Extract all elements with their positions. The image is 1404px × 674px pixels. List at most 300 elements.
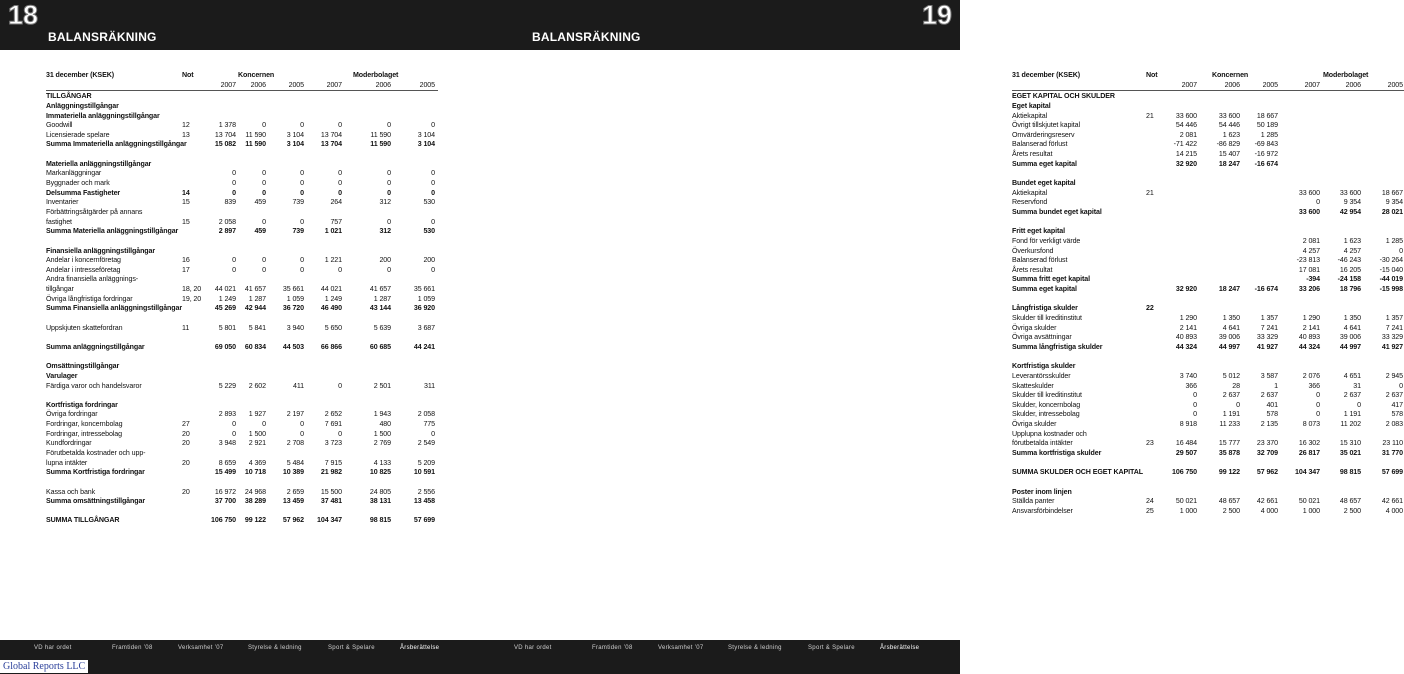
row-value: 41 657 — [244, 285, 266, 294]
row-value: 0 — [387, 179, 391, 188]
row-value: 264 — [330, 198, 342, 207]
row-label: Fordringar, koncernbolag — [46, 420, 123, 429]
row-label: Delsumma Fastigheter — [46, 188, 121, 197]
row-value: 32 920 — [1175, 159, 1197, 168]
row-value: 0 — [1399, 381, 1403, 390]
row-value: 739 — [292, 227, 304, 236]
table-row — [1012, 237, 1404, 247]
row-label: Fritt eget kapital — [1012, 227, 1065, 236]
row-value: 44 241 — [413, 342, 435, 351]
row-label: Summa Immateriella anläggningstillgångar — [46, 140, 187, 149]
page-number: 19 — [921, 0, 952, 30]
row-value: 99 122 — [244, 516, 266, 525]
row-value: 5 484 — [286, 458, 304, 467]
row-spacer — [1012, 218, 1404, 228]
table-row — [46, 401, 438, 411]
row-value: 0 — [1193, 400, 1197, 409]
row-value: 0 — [232, 188, 236, 197]
row-spacer — [46, 391, 438, 401]
row-value: 578 — [1391, 410, 1403, 419]
table-row — [1012, 285, 1404, 295]
row-value: 3 104 — [286, 130, 304, 139]
table-row — [46, 112, 438, 122]
row-label: Poster inom linjen — [1012, 487, 1072, 496]
table-row — [46, 430, 438, 440]
row-value: 0 — [232, 169, 236, 178]
row-value: 0 — [387, 188, 391, 197]
row-spacer — [46, 314, 438, 324]
table-row — [1012, 430, 1404, 440]
row-value: 311 — [423, 381, 435, 390]
row-value: 18 667 — [1256, 111, 1278, 120]
row-value: 8 918 — [1179, 420, 1197, 429]
row-value: 26 817 — [1298, 448, 1320, 457]
table-year-row — [1012, 81, 1404, 91]
row-value: 60 685 — [369, 342, 391, 351]
table-row — [1012, 382, 1404, 392]
row-value: 3 948 — [218, 439, 236, 448]
row-value: 1 943 — [373, 410, 391, 419]
row-value: 0 — [300, 429, 304, 438]
header-group-koncernen: Koncernen — [238, 71, 275, 79]
row-value: 2 556 — [417, 487, 435, 496]
row-value: -30 264 — [1379, 256, 1403, 265]
row-value: 3 587 — [1260, 371, 1278, 380]
row-value: 39 006 — [1339, 333, 1361, 342]
row-value: 0 — [338, 121, 342, 130]
row-value: -46 243 — [1337, 256, 1361, 265]
table-row — [1012, 304, 1404, 314]
table-row — [1012, 372, 1404, 382]
table-row — [46, 92, 438, 102]
row-label: Förbättringsåtgärder på annans — [46, 207, 143, 216]
row-label: Kundfordringar — [46, 439, 92, 448]
row-value: 41 657 — [369, 285, 391, 294]
row-value: 7 241 — [1260, 323, 1278, 332]
row-value: 5 639 — [373, 323, 391, 332]
row-value: -23 813 — [1296, 256, 1320, 265]
row-value: 11 590 — [245, 140, 266, 149]
row-value: 36 920 — [413, 304, 435, 313]
header-year: 2006 — [1345, 80, 1361, 89]
row-value: 0 — [232, 429, 236, 438]
row-label: Övriga långfristiga fordringar — [46, 294, 133, 303]
row-value: 3 940 — [286, 323, 304, 332]
row-label: Övriga skulder — [1012, 420, 1057, 429]
row-label: Bundet eget kapital — [1012, 179, 1076, 188]
row-value: 0 — [262, 265, 266, 274]
row-value: 200 — [423, 256, 435, 265]
table-row — [1012, 391, 1404, 401]
row-value: 29 507 — [1175, 448, 1197, 457]
row-value: 1 623 — [1343, 236, 1361, 245]
row-value: 36 720 — [282, 304, 304, 313]
row-value: 2 197 — [286, 410, 304, 419]
row-value: 4 000 — [1385, 506, 1403, 515]
table-row — [1012, 324, 1404, 334]
row-label: Summa Kortfristiga fordringar — [46, 468, 145, 477]
table-row — [1012, 189, 1404, 199]
row-label: Övriga fordringar — [46, 410, 98, 419]
row-value: 0 — [300, 420, 304, 429]
row-value: -15 998 — [1379, 285, 1403, 294]
row-label: Kassa och bank — [46, 487, 96, 496]
row-label: Skulder, intressebolag — [1012, 410, 1080, 419]
row-label: Skulder till kreditinstitut — [1012, 391, 1082, 400]
row-value: 23 110 — [1382, 439, 1403, 448]
table-row — [46, 285, 438, 295]
row-value: 0 — [431, 429, 435, 438]
row-value: 11 590 — [245, 130, 266, 139]
header-label: 31 december (KSEK) — [1012, 71, 1080, 79]
table-row — [1012, 92, 1404, 102]
row-value: 5 012 — [1222, 371, 1240, 380]
row-label: Färdiga varor och handelsvaror — [46, 381, 142, 390]
row-value: 44 021 — [214, 285, 236, 294]
header-year: 2007 — [1304, 80, 1320, 89]
page-right — [480, 0, 1403, 674]
row-value: 0 — [1236, 400, 1240, 409]
row-value: 0 — [1316, 400, 1320, 409]
row-value: 3 740 — [1179, 371, 1197, 380]
row-value: 366 — [1308, 381, 1320, 390]
row-value: 2 708 — [286, 439, 304, 448]
row-value: -394 — [1306, 275, 1320, 284]
row-value: 15 082 — [214, 140, 236, 149]
row-value: 11 233 — [1219, 420, 1240, 429]
row-value: 44 324 — [1175, 342, 1197, 351]
header-year: 2007 — [220, 80, 236, 89]
row-value: 4 651 — [1343, 371, 1361, 380]
footer-nav-item[interactable]: VD har ordet — [34, 645, 72, 651]
row-value: 7 691 — [324, 420, 342, 429]
row-label: Licensierade spelare — [46, 130, 110, 139]
row-value: 1 059 — [417, 294, 435, 303]
row-value: 0 — [1399, 246, 1403, 255]
row-value: 0 — [387, 169, 391, 178]
row-label: lupna intäkter — [46, 458, 88, 467]
row-value: 40 893 — [1298, 333, 1320, 342]
row-value: 23 370 — [1256, 439, 1278, 448]
table-row — [46, 169, 438, 179]
row-value: 1 285 — [1260, 130, 1278, 139]
header-divider — [1012, 90, 1404, 91]
table-row — [46, 324, 438, 334]
row-value: 13 704 — [214, 130, 236, 139]
row-value: 21 982 — [320, 468, 342, 477]
row-value: 2 083 — [1385, 420, 1403, 429]
footer-nav-item[interactable]: Styrelse & ledning — [248, 645, 302, 651]
row-value: 31 770 — [1381, 448, 1403, 457]
row-spacer — [1012, 295, 1404, 305]
row-label: Balanserad förlust — [1012, 256, 1068, 265]
row-value: 1 000 — [1179, 506, 1197, 515]
row-value: 18 247 — [1218, 285, 1240, 294]
row-label: Kortfristiga skulder — [1012, 362, 1076, 371]
row-note: 19, 20 — [182, 294, 202, 303]
row-value: 0 — [431, 188, 435, 197]
table-row — [46, 121, 438, 131]
row-note: 20 — [182, 429, 190, 438]
row-value: 43 144 — [369, 304, 391, 313]
row-note: 21 — [1146, 111, 1154, 120]
row-note: 11 — [182, 323, 190, 332]
row-value: -86 829 — [1216, 140, 1240, 149]
row-note: 23 — [1146, 439, 1154, 448]
table-header-row — [46, 71, 438, 81]
row-value: 106 750 — [211, 516, 236, 525]
row-value: 3 104 — [286, 140, 304, 149]
row-label: Markanläggningar — [46, 169, 102, 178]
row-value: 3 723 — [324, 439, 342, 448]
row-value: 530 — [423, 227, 435, 236]
row-value: 1 249 — [218, 294, 236, 303]
table-row — [46, 179, 438, 189]
table-row — [46, 410, 438, 420]
row-value: 60 834 — [244, 342, 266, 351]
row-value: 42 944 — [244, 304, 266, 313]
row-value: 11 590 — [370, 130, 391, 139]
row-note: 20 — [182, 458, 190, 467]
row-label: tillgångar — [46, 285, 74, 294]
row-value: 13 704 — [320, 140, 342, 149]
row-value: 37 481 — [320, 497, 342, 506]
row-value: 2 637 — [1260, 391, 1278, 400]
row-label: Ansvarsförbindelser — [1012, 506, 1073, 515]
balance-sheet-equity-liabilities-table — [1012, 71, 1404, 516]
row-value: 0 — [431, 179, 435, 188]
row-label: Inventarier — [46, 198, 79, 207]
row-value: 54 446 — [1218, 121, 1240, 130]
row-note: 27 — [182, 420, 190, 429]
row-value: 40 893 — [1175, 333, 1197, 342]
row-value: 2 141 — [1302, 323, 1320, 332]
row-value: 0 — [262, 256, 266, 265]
table-row — [46, 131, 438, 141]
row-value: 44 997 — [1218, 342, 1240, 351]
row-value: 0 — [338, 169, 342, 178]
table-row — [1012, 131, 1404, 141]
row-value: 775 — [423, 420, 435, 429]
row-value: 69 050 — [214, 342, 236, 351]
row-label: Fond för verkligt värde — [1012, 236, 1081, 245]
footer-nav-item[interactable]: Årsberättelse — [880, 645, 920, 651]
row-label: Immateriella anläggningstillgångar — [46, 111, 160, 120]
row-value: -24 158 — [1337, 275, 1361, 284]
table-row — [46, 382, 438, 392]
row-value: 2 549 — [417, 439, 435, 448]
footer-nav-item[interactable]: Styrelse & ledning — [728, 645, 782, 651]
row-value: -16 674 — [1254, 159, 1278, 168]
page-header-bar — [0, 0, 480, 50]
row-value: 4 641 — [1343, 323, 1361, 332]
row-label: Summa långfristiga skulder — [1012, 342, 1103, 351]
row-value: 104 347 — [1295, 468, 1320, 477]
row-value: 5 209 — [417, 458, 435, 467]
table-row — [46, 189, 438, 199]
row-value: 0 — [300, 121, 304, 130]
row-value: 1 290 — [1179, 314, 1197, 323]
row-label: Summa bundet eget kapital — [1012, 207, 1102, 216]
table-row — [1012, 410, 1404, 420]
table-row — [1012, 497, 1404, 507]
footer-nav-item[interactable]: Framtiden ’08 — [112, 645, 153, 651]
row-label: Anläggningstillgångar — [46, 101, 119, 110]
row-label: Summa fritt eget kapital — [1012, 275, 1091, 284]
row-label: Förutbetalda kostnader och upp- — [46, 448, 146, 457]
row-label: Summa eget kapital — [1012, 285, 1077, 294]
row-value: 2 141 — [1179, 323, 1197, 332]
row-label: Goodwill — [46, 121, 73, 130]
footer-nav-item[interactable]: Sport & Spelare — [328, 645, 375, 651]
row-value: 1 191 — [1222, 410, 1240, 419]
row-value: 33 600 — [1218, 111, 1240, 120]
row-value: 15 407 — [1218, 150, 1240, 159]
row-value: 15 499 — [214, 468, 236, 477]
row-value: 50 021 — [1175, 497, 1197, 506]
header-year: 2006 — [1224, 80, 1240, 89]
table-row — [1012, 343, 1404, 353]
row-label: Årets resultat — [1012, 265, 1053, 274]
row-value: 0 — [300, 188, 304, 197]
row-label: Reservfond — [1012, 198, 1048, 207]
row-label: Årets resultat — [1012, 150, 1053, 159]
row-value: 0 — [232, 420, 236, 429]
row-value: 312 — [379, 198, 391, 207]
table-row — [1012, 121, 1404, 131]
row-spacer — [46, 237, 438, 247]
table-year-row — [46, 81, 438, 91]
table-row — [46, 372, 438, 382]
row-value: 15 310 — [1339, 439, 1361, 448]
row-label: Övrigt tillskjutet kapital — [1012, 121, 1080, 130]
row-value: 2 637 — [1343, 391, 1361, 400]
row-value: 1 287 — [373, 294, 391, 303]
footer-nav-item[interactable]: Framtiden ’08 — [592, 645, 633, 651]
footer-nav-item[interactable]: Verksamhet ’07 — [658, 645, 704, 651]
footer-nav-item[interactable]: Årsberättelse — [400, 645, 440, 651]
row-label: Summa kortfristiga skulder — [1012, 448, 1102, 457]
row-label: Upplupna kostnader och — [1012, 429, 1087, 438]
row-value: 5 801 — [218, 323, 236, 332]
row-value: 1 — [1274, 381, 1278, 390]
row-value: 3 687 — [417, 323, 435, 332]
row-label: TILLGÅNGAR — [46, 92, 92, 101]
row-spacer — [46, 353, 438, 363]
table-row — [1012, 507, 1404, 517]
row-value: 0 — [387, 121, 391, 130]
row-label: Fordringar, intressebolag — [46, 429, 122, 438]
row-value: 44 021 — [320, 285, 342, 294]
row-label: Övriga avsättningar — [1012, 333, 1072, 342]
row-value: 13 704 — [320, 130, 342, 139]
row-value: 35 878 — [1218, 448, 1240, 457]
table-row — [1012, 439, 1404, 449]
table-row — [46, 516, 438, 526]
row-value: 0 — [431, 169, 435, 178]
row-label: Summa eget kapital — [1012, 159, 1077, 168]
row-value: 35 021 — [1339, 448, 1361, 457]
row-value: 2 652 — [324, 410, 342, 419]
row-value: 18 247 — [1218, 159, 1240, 168]
table-row — [1012, 160, 1404, 170]
page-title: BALANSRÄKNING — [48, 30, 157, 44]
row-value: 24 805 — [369, 487, 391, 496]
row-spacer — [46, 478, 438, 488]
page-number: 18 — [8, 0, 39, 30]
row-note: 20 — [182, 439, 190, 448]
row-value: 0 — [232, 256, 236, 265]
row-value: 57 962 — [1256, 468, 1278, 477]
row-value: 31 — [1353, 381, 1361, 390]
row-value: 48 657 — [1339, 497, 1361, 506]
row-value: -44 019 — [1379, 275, 1403, 284]
row-value: 33 600 — [1175, 111, 1197, 120]
row-value: 4 641 — [1222, 323, 1240, 332]
table-row — [1012, 314, 1404, 324]
table-row — [46, 266, 438, 276]
header-year: 2005 — [288, 80, 304, 89]
page-header-bar — [480, 0, 960, 50]
footer-nav-item[interactable]: VD har ordet — [514, 645, 552, 651]
row-value: 0 — [338, 265, 342, 274]
row-value: 200 — [379, 256, 391, 265]
row-value: 46 490 — [320, 304, 342, 313]
row-label: Balanserad förlust — [1012, 140, 1068, 149]
row-label: fastighet — [46, 217, 72, 226]
row-value: 578 — [1266, 410, 1278, 419]
row-value: 98 815 — [1339, 468, 1361, 477]
row-value: 1 500 — [373, 429, 391, 438]
row-value: 0 — [300, 265, 304, 274]
header-year: 2006 — [375, 80, 391, 89]
row-value: 401 — [1266, 400, 1278, 409]
row-value: 459 — [254, 227, 266, 236]
row-value: 7 915 — [324, 458, 342, 467]
header-year: 2005 — [419, 80, 435, 89]
table-row — [46, 304, 438, 314]
row-value: 2 769 — [373, 439, 391, 448]
row-value: 98 815 — [369, 516, 391, 525]
table-row — [46, 343, 438, 353]
row-value: 0 — [1193, 410, 1197, 419]
row-label: Andelar i koncernföretag — [46, 256, 121, 265]
row-value: 0 — [387, 217, 391, 226]
row-value: 0 — [300, 256, 304, 265]
row-note: 24 — [1146, 497, 1154, 506]
row-value: 99 122 — [1218, 468, 1240, 477]
row-value: 2 500 — [1343, 506, 1361, 515]
table-row — [1012, 150, 1404, 160]
header-group-moderbolaget: Moderbolaget — [1323, 71, 1369, 79]
footer-nav-item[interactable]: Sport & Spelare — [808, 645, 855, 651]
row-value: 2 501 — [373, 381, 391, 390]
row-label: Skulder till kreditinstitut — [1012, 314, 1082, 323]
row-value: 16 972 — [214, 487, 236, 496]
row-spacer — [46, 333, 438, 343]
row-label: Varulager — [46, 371, 78, 380]
row-value: 54 446 — [1175, 121, 1197, 130]
row-value: 35 661 — [413, 285, 435, 294]
table-row — [46, 140, 438, 150]
row-value: 0 — [262, 179, 266, 188]
row-value: 44 503 — [282, 342, 304, 351]
footer-nav-item[interactable]: Verksamhet ’07 — [178, 645, 224, 651]
table-row — [46, 198, 438, 208]
row-value: 0 — [262, 169, 266, 178]
row-value: 33 600 — [1298, 207, 1320, 216]
row-value: 33 329 — [1256, 333, 1278, 342]
